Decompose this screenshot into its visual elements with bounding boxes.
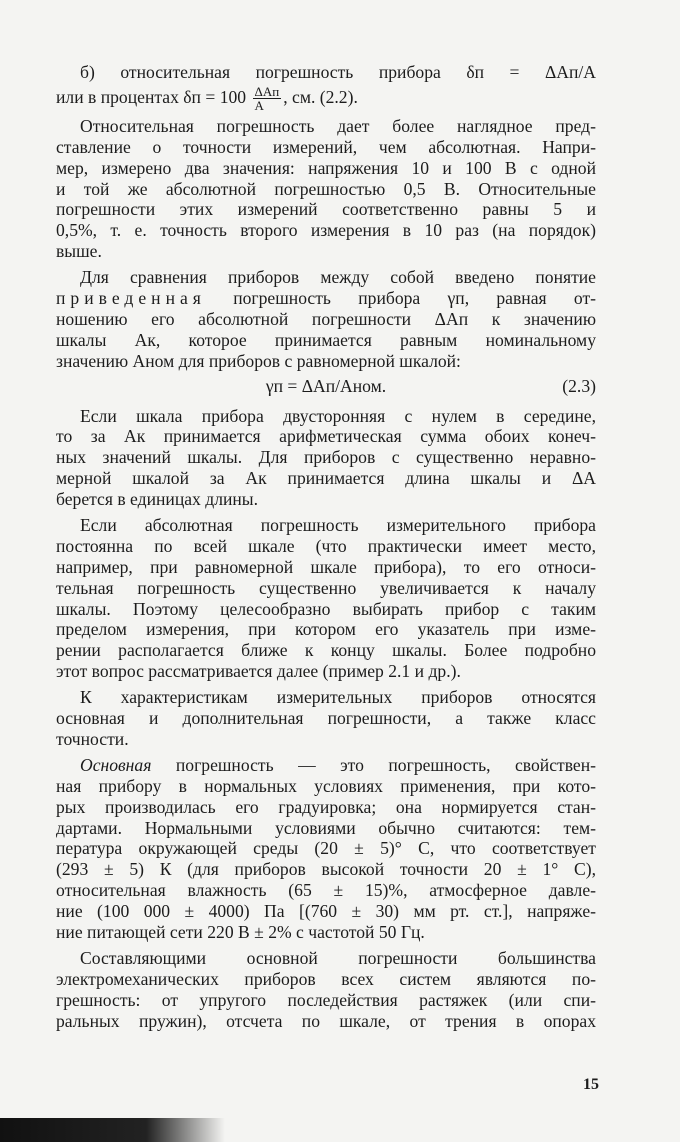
text-line: рении располагается ближе к концу шкалы. Более подробно — [56, 640, 596, 661]
formula-2-3 — [56, 372, 596, 400]
italic-term: Основная — [80, 754, 152, 775]
intro-block — [56, 62, 596, 114]
text-line: грешность: от упругого последействия растяжек (или спи- — [56, 989, 596, 1010]
text-line: 0,5%, т. е. точность второго измерения в 10 раз (на порядок) — [56, 220, 596, 241]
text-line: тельная погрешность существенно увеличивается к началу — [56, 577, 596, 598]
paragraph-reduced-error — [56, 267, 596, 371]
text-line: ставление о точности измерений, чем абсолютная. Напри- — [56, 136, 596, 157]
text-line: ние (100 000 ± 4000) Па [(760 ± 30) мм рт. ст.], напряже- — [56, 901, 596, 922]
text-line: мерной шкалой за Aк принимается длина шкалы и ΔA — [56, 468, 596, 489]
text-line: пература окружающей среды (20 ± 5)° С, что соответствует — [56, 838, 596, 859]
text-line: ральных пружин), отсчета по шкале, от трения в опорах — [56, 1010, 596, 1031]
paragraph-basic-error — [56, 755, 596, 943]
text-line: Основная погрешность — это погрешность, свойствен- — [80, 754, 596, 775]
page-number: 15 — [583, 1076, 599, 1093]
text-line: шкалы Aк, которое принимается равным номинальному — [56, 329, 596, 350]
formula-expression: γп = ΔAп/Aном. — [265, 375, 387, 396]
text-line: выше. — [56, 241, 102, 262]
page-body — [56, 62, 596, 1036]
text-line: мер, измерено два значения: напряжения 10 и 100 В с одной — [56, 157, 596, 178]
text-line: (293 ± 5) К (для приборов высокой точности 20 ± 1° С), — [56, 859, 596, 880]
text-line: Составляющими основной погрешности большинства — [80, 947, 596, 968]
scan-edge-shadow — [0, 1118, 225, 1142]
text-line: постоянна по всей шкале (что практически имеет место, — [56, 535, 596, 556]
intro-line-1: б) относительная погрешность прибора δп = ΔAп/A — [80, 62, 596, 82]
text-line: электромеханических приборов всех систем являются по- — [56, 968, 596, 989]
text-line: приведенная погрешность прибора γп, равная от- — [56, 288, 597, 309]
paragraph-two-sided-scale — [56, 406, 596, 510]
text-line: например, при равномерной шкале прибора), то его относи- — [56, 556, 596, 577]
percent-fraction: $\frac{\text{ΔAп}}{A}$ — [254, 84, 280, 114]
text-line: погрешности этих измерений соответственно равны 5 и — [56, 199, 596, 220]
intro-line-2: или в процентах δп = 100 $\frac{\text{ΔAп}}{A}$ , см. (2.2). — [56, 84, 358, 114]
paragraph-characteristics — [56, 687, 596, 750]
text-line: пределом измерения, при котором его указатель при изме- — [56, 619, 596, 640]
text-line: Если шкала прибора двусторонняя с нулем в середине, — [80, 405, 596, 426]
paragraph-components — [56, 948, 596, 1032]
text-line: шкалы. Поэтому целесообразно выбирать прибор с таким — [56, 598, 596, 619]
text-line: ная прибору в нормальных условиях применения, при кото- — [56, 775, 596, 796]
text-line: ние питающей сети 220 В ± 2% с частотой 50 Гц. — [56, 921, 425, 942]
text-line: рых производилась его градуировка; она нормируется стан- — [56, 796, 596, 817]
text-line: этот вопрос рассматривается далее (пример 2.1 и др.). — [56, 661, 461, 682]
text-line: точности. — [56, 728, 129, 749]
text-line: ных значений шкалы. Для приборов с существенно неравно- — [56, 447, 596, 468]
text-line: Относительная погрешность дает более наглядное пред- — [80, 115, 596, 136]
text-line: и той же абсолютной погрешностью 0,5 В. Относительные — [56, 178, 596, 199]
emphasized-term: приведенная — [56, 288, 206, 309]
paragraph-relative-error — [56, 116, 596, 262]
text-line: Если абсолютная погрешность измерительного прибора — [80, 515, 596, 536]
text-line: берется в единицах длины. — [56, 489, 259, 510]
text-line: относительная влажность (65 ± 15)%, атмосферное давле- — [56, 880, 596, 901]
text-line: дартами. Нормальными условиями обычно считаются: тем- — [56, 817, 596, 838]
text-line: ношению его абсолютной погрешности ΔAп к значению — [56, 308, 596, 329]
paragraph-constant-error — [56, 515, 596, 682]
text-line: К характеристикам измерительных приборов относятся — [80, 687, 596, 708]
text-line: значению Aном для приборов с равномерной шкалой: — [56, 350, 461, 371]
text-line: то за Aк принимается арифметическая сумма обоих конеч- — [56, 426, 596, 447]
text-line: основная и дополнительная погрешности, а также класс — [56, 708, 596, 729]
formula-number: (2.3) — [562, 375, 596, 396]
text-line: Для сравнения приборов между собой введено понятие — [80, 267, 596, 288]
